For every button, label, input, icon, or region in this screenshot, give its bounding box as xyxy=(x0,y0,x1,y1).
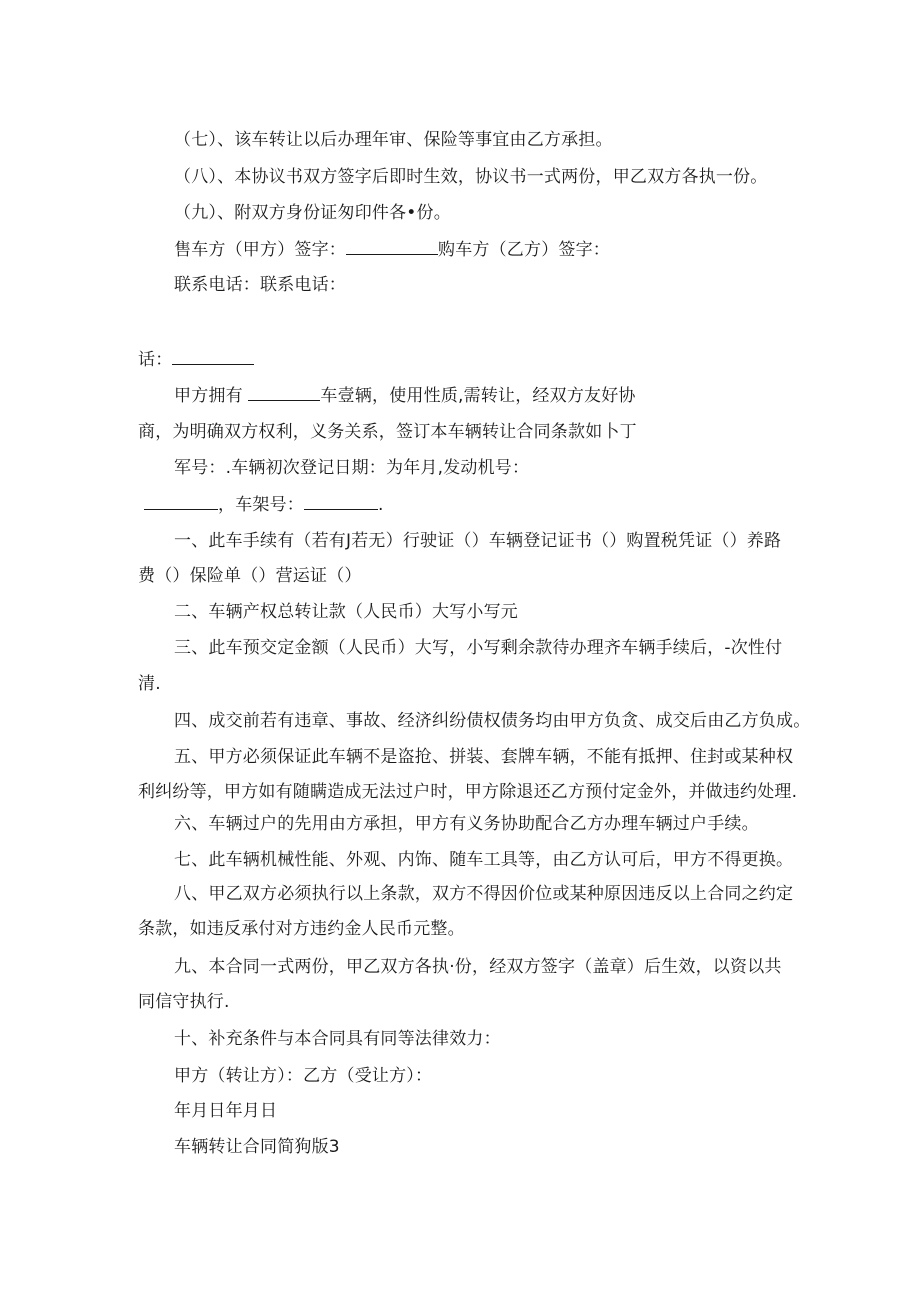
frame-number-line xyxy=(144,493,384,516)
frame-number-end: . xyxy=(378,495,384,515)
clause-4: 四、成交前若有违章、事故、经济纠纷债权债务均由甲方负贪、成交后由乙方负成。 xyxy=(174,711,811,731)
clause-9-line-2: 同信守执行. xyxy=(138,992,230,1012)
clause-1-line-1: 一、此车手续有（若有J若无）行驶证（）车辆登记证书（）购置税凭证（）养路 xyxy=(174,531,782,551)
clause-5-line-1: 五、甲方必须保证此车辆不是盗抢、拼装、套牌车辆，不能有抵押、住封或某种权 xyxy=(174,747,794,767)
consult-line: 商，为明确双方权利，义务关系，签订本车辆转让合同条款如卜丁 xyxy=(138,422,637,442)
engine-number-blank xyxy=(144,493,218,510)
clause-8-line-2: 条款，如违反承付对方违约金人民币元整。 xyxy=(138,919,465,939)
seller-signature-label: 售车方（甲方）签字： xyxy=(174,240,346,260)
party-a-owns-prefix: 甲方拥有 xyxy=(174,386,243,406)
frame-number-label: ，车架号： xyxy=(218,495,304,515)
next-contract-title: 车辆转让合同简狗版3 xyxy=(174,1137,340,1157)
clause-1-line-2: 费（）保险单（）营运证（） xyxy=(138,566,362,586)
phone-labels: 联系电话：联系电话： xyxy=(174,275,346,295)
buyer-signature-label: 购车方（乙方）签字： xyxy=(438,240,610,260)
phone-tail-line xyxy=(138,348,254,371)
clause-8-line-1: 八、甲乙双方必须执行以上条款，双方不得因价位或某种原因违反以上合同之约定 xyxy=(174,884,794,904)
signature-line xyxy=(174,238,610,261)
frame-number-blank xyxy=(304,493,378,510)
phone-tail-label: 话： xyxy=(138,350,173,370)
clause-6: 六、车辆过户的先用由方承担，甲方有义务协助配合乙方办理车辆过户手续。 xyxy=(174,814,759,834)
signature-dates: 年月日年月日 xyxy=(174,1101,278,1121)
clause-10: 十、补充条件与本合同具有同等法律效力： xyxy=(174,1029,501,1049)
clause-5-line-2: 利纠纷等，甲方如有随瞒造成无法过户时，甲方除退还乙方预付定金外，并做违约处理. xyxy=(138,782,798,802)
seller-signature-blank xyxy=(346,238,438,255)
parties-signature-labels: 甲方（转让方）：乙方（受让方）： xyxy=(174,1066,433,1086)
item-eight: （八）、本协议书双方签字后即时生效，协议书一式两份，甲乙双方各执一份。 xyxy=(174,167,768,187)
clause-9-line-1: 九、本合同一式两份，甲乙双方各执·份，经双方签字（盖章）后生效，以资以共 xyxy=(174,957,782,977)
vehicle-brand-blank xyxy=(248,384,320,401)
clause-3-line-1: 三、此车预交定金额（人民币）大写，小写剩余款待办理齐车辆手续后，-次性付 xyxy=(174,638,783,658)
clause-2: 二、车辆产权总转让款（人民币）大写小写元 xyxy=(174,602,518,622)
clause-3-line-2: 清. xyxy=(138,674,161,694)
plate-engine-line: 军号：.车辆初次登记日期：为年月,发动机号： xyxy=(174,458,530,478)
item-seven: （七）、该车转让以后办理年审、保险等事宜由乙方承担。 xyxy=(174,130,613,150)
party-a-owns-suffix: 车壹辆，使用性质,需转让，经双方友好协 xyxy=(320,386,636,406)
clause-7: 七、此车辆机械性能、外观、内饰、随车工具等，由乙方认可后，甲方不得更换。 xyxy=(174,850,794,870)
party-a-owns-line xyxy=(174,384,636,407)
item-nine: （九）、附双方身份证匆印件各•份。 xyxy=(174,203,451,223)
phone-tail-blank xyxy=(172,348,254,365)
